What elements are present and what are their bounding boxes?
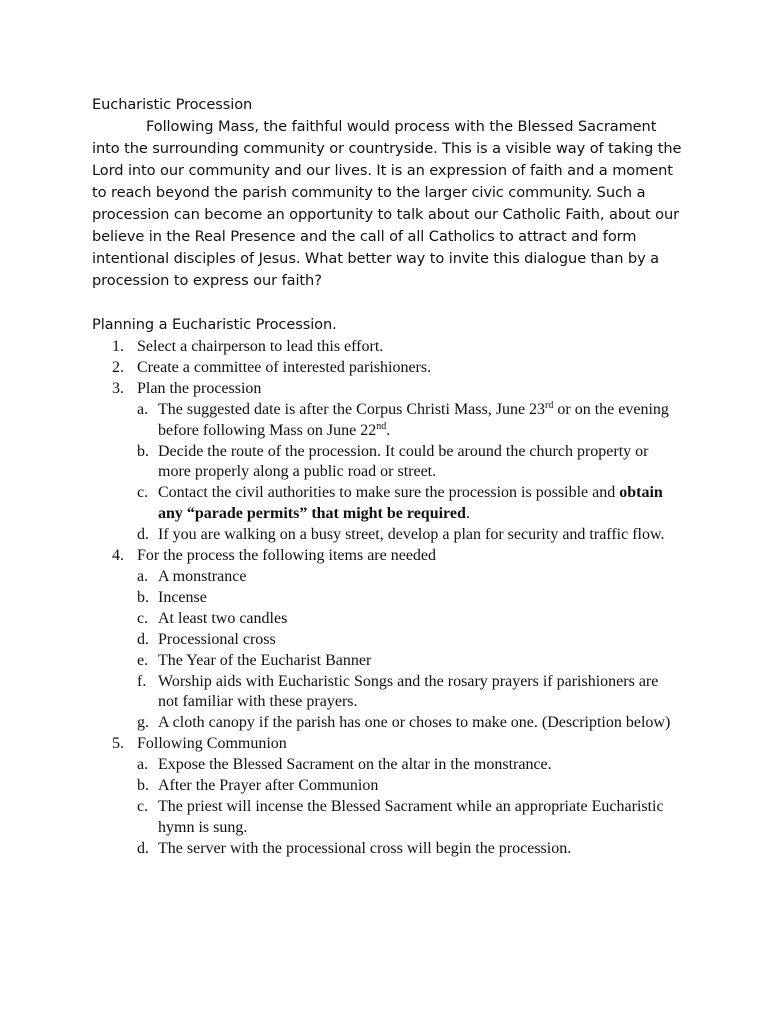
sub-list-text: Contact the civil authorities to make sure the procession is possible and obtain any “parade permits” that might be required. [158,484,663,523]
list-number: 2. [112,358,124,376]
sub-list-letter: g. [137,714,149,732]
sub-list-text: A monstrance [158,567,247,585]
list-item-text: Following Communion [137,735,287,753]
list-item [0,734,677,755]
sub-list-text: The suggested date is after the Corpus Christi Mass, June 23rd or on the evening before following Mass on June 22nd. [158,399,669,439]
sub-list-letter: b. [137,777,149,795]
sub-list-item [0,651,678,672]
list-item [0,358,677,379]
list-item [0,546,677,567]
list-number: 4. [112,547,124,565]
sub-list-item [0,797,678,839]
sub-list-letter: d. [137,630,149,648]
list-item-text: For the process the following items are needed [137,547,437,565]
sub-list-letter: d. [137,526,149,544]
intro-paragraph: Following Mass, the faithful would process with the Blessed Sacrament into the surrounding community or countryside. This is a visible way of taking the Lord into our community and our lives. It is an expression of faith and a moment to reach beyond the parish community to the larger civic community. Such a procession can become an opportunity to talk about our Catholic Faith, about our believe in the Real Presence and the call of all Catholics to attract and form intentional disciples of Jesus. What better way to invite this dialogue than by a procession to express our faith? [92,118,682,289]
sub-list-item [0,567,678,588]
sub-list-text: Decide the route of the procession. It could be around the church property or more properly along a public road or street. [158,442,649,481]
list-item [0,379,677,400]
list-number: 1. [112,338,124,355]
planning-heading: Planning a Eucharistic Procession. [92,316,337,333]
sub-list-letter: b. [137,442,149,460]
document-title: Eucharistic Procession [92,96,253,113]
list-number: 3. [112,379,124,397]
sub-list-item [0,525,678,546]
sub-list-item [0,442,678,484]
sub-list-text: Processional cross [158,630,276,648]
sub-list-item [0,713,678,734]
sub-list-letter: a. [137,567,149,585]
sub-list-letter: b. [137,588,149,606]
sub-list-text: At least two candles [158,609,288,627]
sub-list-letter: c. [137,797,149,815]
sub-list-letter: c. [137,609,149,627]
sub-list-text: The server with the processional cross will begin the procession. [158,839,572,857]
sub-list-item [0,776,678,797]
sub-list-letter: f. [137,672,147,690]
list-number: 5. [112,735,124,753]
sub-list-item [0,483,678,525]
sub-list-item [0,609,678,630]
sub-list-item [0,672,678,714]
sub-list-item [0,588,678,609]
sub-list-item [0,755,678,776]
sub-list-item [0,400,678,442]
list-item [0,337,677,358]
sub-list-text: Incense [158,588,207,606]
sub-list-letter: a. [137,400,149,418]
list-item-text: Plan the procession [137,379,262,397]
sub-list-text: The Year of the Eucharist Banner [158,651,372,669]
sub-list-text: A cloth canopy if the parish has one or choses to make one. (Description below) [158,714,671,732]
sub-list-text: Worship aids with Eucharistic Songs and the rosary prayers if parishioners are not familiar with these prayers. [158,672,659,711]
list-item-text: Select a chairperson to lead this effort. [137,338,384,355]
sub-list-text: If you are walking on a busy street, develop a plan for security and traffic flow. [158,526,665,544]
planning-steps-list [0,337,768,860]
sub-list-letter: a. [137,756,149,774]
bold-emphasis: obtain any “parade permits” that might be required [158,484,663,523]
sub-list-text: The priest will incense the Blessed Sacrament while an appropriate Eucharistic hymn is sung. [158,797,664,836]
sub-list-item [0,630,678,651]
sub-list-letter: d. [137,839,149,857]
sub-list-text: Expose the Blessed Sacrament on the altar in the monstrance. [158,756,552,774]
sub-list-letter: e. [137,651,149,669]
sub-list-letter: c. [137,484,149,502]
list-item-text: Create a committee of interested parishioners. [137,358,432,376]
sub-list-text: After the Prayer after Communion [158,777,379,795]
sub-list-item [0,839,678,860]
